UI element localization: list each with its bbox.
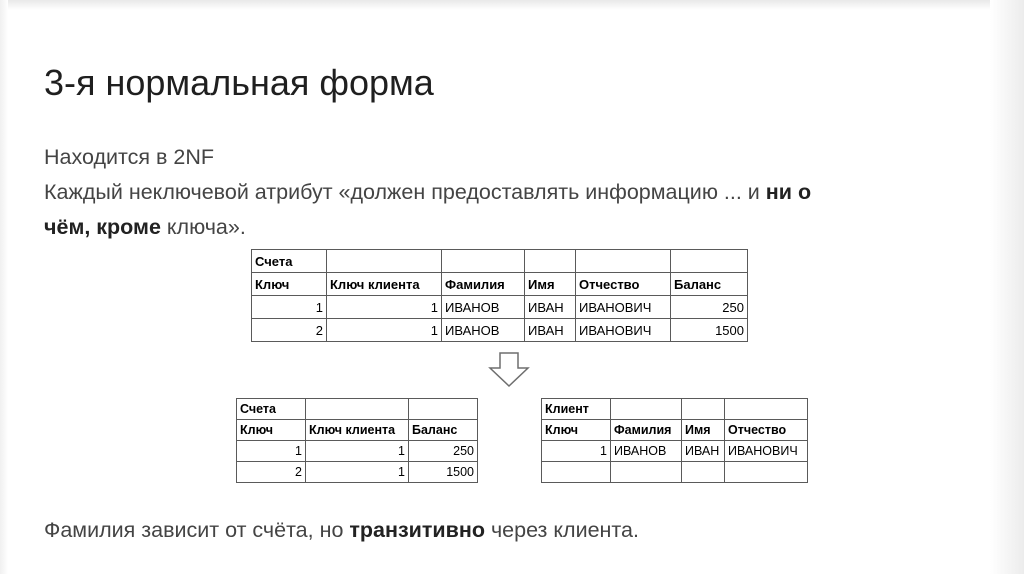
table-cell: 250 <box>671 296 748 319</box>
left-shadow <box>0 0 8 574</box>
table-cell <box>682 399 725 420</box>
body-line-2-text: Каждый неключевой атрибут «должен предоставлять информацию ... и <box>44 180 766 204</box>
column-header: Ключ <box>252 273 327 296</box>
footer-text <box>44 513 639 548</box>
down-arrow-icon <box>488 352 530 388</box>
column-header: Имя <box>682 420 725 441</box>
column-header: Ключ клиента <box>306 420 409 441</box>
right-shadow <box>990 0 1024 574</box>
table-cell: ИВАН <box>682 441 725 462</box>
table-name: Счета <box>237 399 306 420</box>
table-cell <box>409 399 478 420</box>
body-line-1 <box>44 140 214 175</box>
table-cell <box>682 462 725 483</box>
table-cell: 250 <box>409 441 478 462</box>
body-line-3 <box>44 210 246 245</box>
footer-text-pre: Фамилия зависит от счёта, но <box>44 518 350 542</box>
column-header: Фамилия <box>611 420 682 441</box>
table-cell: ИВАНОВ <box>611 441 682 462</box>
body-line-3-text: ключа». <box>160 215 246 239</box>
table-cell: ИВАН <box>525 296 576 319</box>
column-header: Ключ <box>542 420 611 441</box>
accounts-split-table <box>236 398 478 483</box>
table-row <box>237 441 478 462</box>
table-header-row <box>542 420 808 441</box>
column-header: Отчество <box>725 420 808 441</box>
table-cell <box>671 250 748 273</box>
table-cell <box>611 462 682 483</box>
table-cell: 1500 <box>671 319 748 342</box>
table-cell: 1 <box>542 441 611 462</box>
table-cell: 1 <box>306 462 409 483</box>
footer-text-post: через клиента. <box>484 518 639 542</box>
table-row <box>252 296 748 319</box>
table-cell: 1 <box>237 441 306 462</box>
table-cell: ИВАНОВИЧ <box>576 319 671 342</box>
body-line-2-bold: ни о <box>765 180 812 204</box>
table-cell: 2 <box>237 462 306 483</box>
table-row <box>542 462 808 483</box>
column-header: Баланс <box>671 273 748 296</box>
table-cell <box>725 399 808 420</box>
column-header: Ключ <box>237 420 306 441</box>
column-header: Имя <box>525 273 576 296</box>
table-cell: ИВАН <box>525 319 576 342</box>
footer-text-bold: транзитивно <box>349 518 485 542</box>
table-row <box>542 441 808 462</box>
table-cell <box>306 399 409 420</box>
table-cell: 1500 <box>409 462 478 483</box>
table-cell: 1 <box>327 319 442 342</box>
column-header: Ключ клиента <box>327 273 442 296</box>
table-cell <box>576 250 671 273</box>
body-line-2 <box>44 175 811 210</box>
column-header: Фамилия <box>442 273 525 296</box>
table-cell: 1 <box>327 296 442 319</box>
table-cell: 1 <box>306 441 409 462</box>
body-line-3-bold: чём, кроме <box>44 215 161 239</box>
table-cell: 1 <box>252 296 327 319</box>
table-row <box>252 319 748 342</box>
table-header-row <box>237 420 478 441</box>
column-header: Отчество <box>576 273 671 296</box>
table-cell <box>611 399 682 420</box>
table-name: Клиент <box>542 399 611 420</box>
table-cell <box>442 250 525 273</box>
top-shadow <box>0 0 1024 10</box>
column-header: Баланс <box>409 420 478 441</box>
table-header-row <box>252 273 748 296</box>
table-cell <box>725 462 808 483</box>
table-name: Счета <box>252 250 327 273</box>
body-line-1-text: Находится в 2NF <box>44 145 215 169</box>
table-cell: 2 <box>252 319 327 342</box>
table-title-row <box>542 399 808 420</box>
table-title-row <box>237 399 478 420</box>
table-cell: ИВАНОВИЧ <box>576 296 671 319</box>
table-cell: ИВАНОВ <box>442 319 525 342</box>
table-cell <box>525 250 576 273</box>
table-cell <box>327 250 442 273</box>
accounts-table <box>251 249 748 342</box>
table-title-row <box>252 250 748 273</box>
table-cell <box>542 462 611 483</box>
table-row <box>237 462 478 483</box>
clients-table <box>541 398 808 483</box>
table-cell: ИВАНОВ <box>442 296 525 319</box>
slide-title: 3-я нормальная форма <box>44 62 434 103</box>
table-cell: ИВАНОВИЧ <box>725 441 808 462</box>
